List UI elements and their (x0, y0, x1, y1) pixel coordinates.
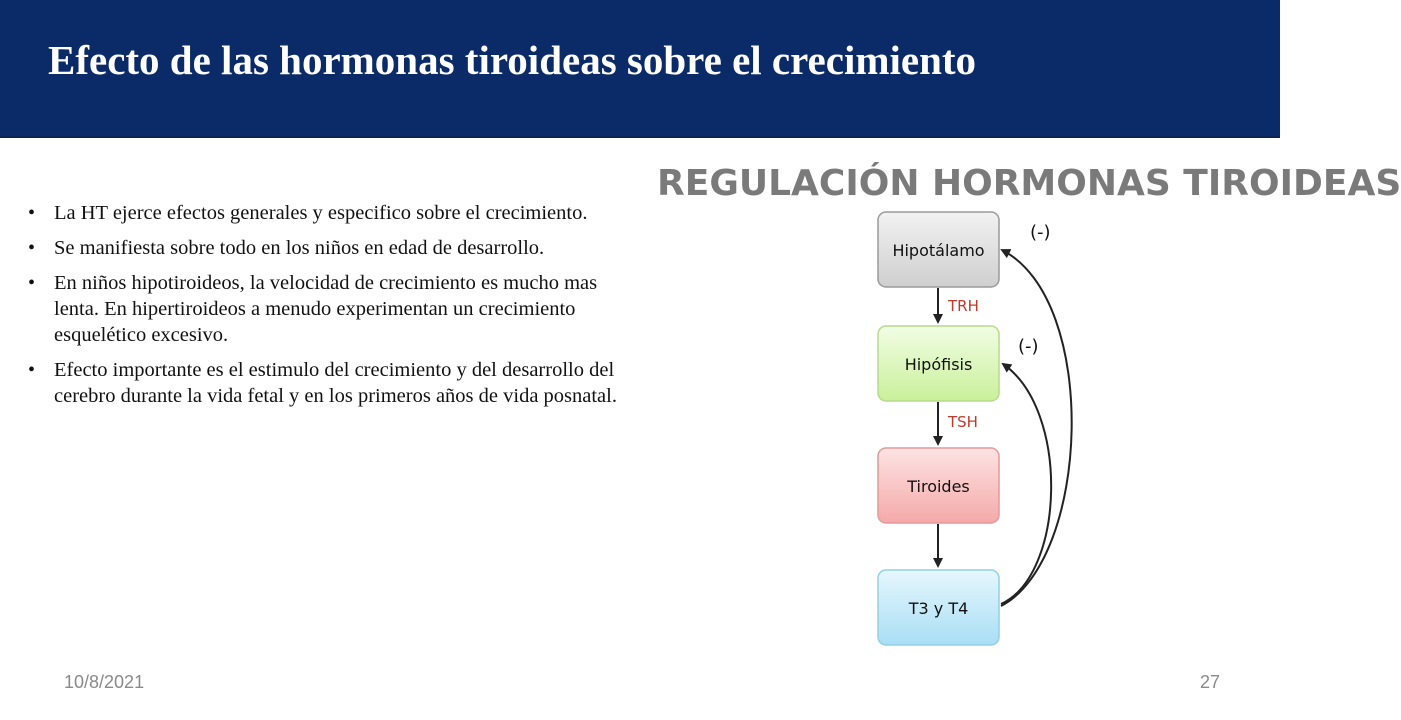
bullet-list (28, 200, 618, 418)
feedback-label: (-) (1018, 336, 1039, 357)
feedback-arrow-hipofisis (1001, 364, 1051, 604)
bullet-item: • En niños hipotiroideos, la velocidad de crecimiento es mucho mas lenta. En hipertiroideos a menudo experimentan un crecimiento esquelético excesivo. (28, 270, 618, 348)
arrow-label-trh: TRH (948, 297, 979, 315)
slide-title: Efecto de las hormonas tiroideas sobre el crecimiento (48, 37, 977, 83)
box-label: Hipófisis (904, 355, 973, 374)
slide-header (0, 0, 1280, 138)
box-label: Tiroides (907, 477, 970, 496)
feedback-label: (-) (1030, 222, 1051, 243)
box-tiroides (878, 448, 999, 523)
bullet-item: • Se manifiesta sobre todo en los niños en edad de desarrollo. (28, 235, 618, 261)
box-hipotalamo (878, 212, 999, 287)
slide-date: 10/8/2021 (64, 672, 145, 692)
diagram-title: REGULACIÓN HORMONAS TIROIDEAS (657, 163, 1401, 204)
arrow-label-tsh: TSH (948, 413, 978, 431)
page-number: 27 (1199, 672, 1220, 692)
bullet-item: • Efecto importante es el estimulo del crecimiento y del desarrollo del cerebro durante la vida fetal y en los primeros años de vida posnatal. (28, 357, 618, 409)
feedback-arrow-hipotalamo (1001, 250, 1072, 606)
box-t3-t4 (878, 570, 999, 645)
bullet-item: • La HT ejerce efectos generales y especifico sobre el crecimiento. (28, 200, 618, 226)
regulation-diagram (650, 160, 1280, 660)
box-label: T3 y T4 (908, 599, 969, 618)
box-hipofisis (878, 326, 999, 401)
box-label: Hipotálamo (892, 241, 985, 260)
